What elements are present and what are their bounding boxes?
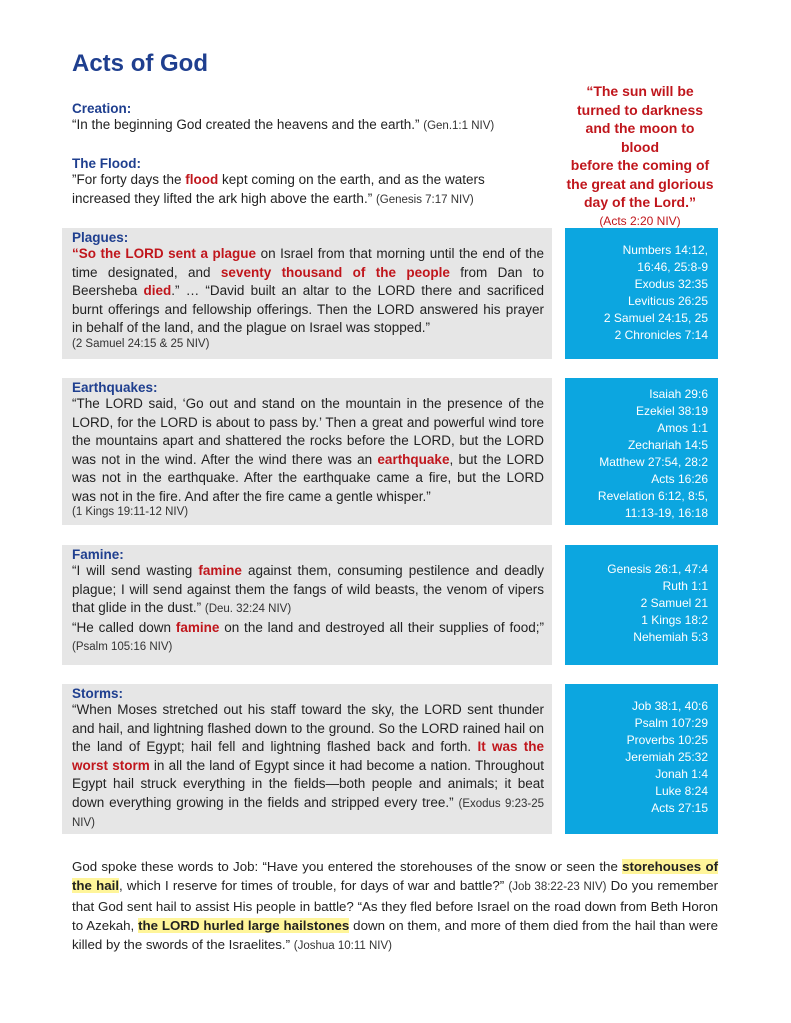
ref-line: Luke 8:24 (655, 784, 708, 798)
ref-line: Acts 16:26 (651, 472, 708, 486)
flood-text-post: kept coming on the earth, and as the waters increased they lifted the ark high above the earth.” (72, 172, 485, 206)
ref-line: Jeremiah 25:32 (625, 750, 708, 764)
ref-line: 1 Kings 18:2 (641, 613, 708, 627)
page-title: Acts of God (72, 50, 208, 77)
side-quote-line: before the coming of (570, 157, 710, 173)
ref-line: Job 38:1, 40:6 (631, 699, 708, 713)
closing-text-2: , which I reserve for times of trouble, for days of war and battle?” (119, 878, 505, 893)
ref-line: Isaiah 29:6 (649, 387, 708, 401)
famine-refs (565, 545, 718, 665)
famine-cite-1: (Deu. 32:24 NIV) (204, 603, 292, 615)
storms-cite: (Exodus 9:23-25 NIV) (72, 797, 544, 829)
storms-heading: Storms: (72, 686, 124, 701)
plagues-red-2: seventy thousand of the people (220, 264, 450, 280)
ref-line: Ezekiel 38:19 (635, 404, 708, 418)
famine-text-2-block (72, 619, 544, 657)
plagues-cite: (2 Samuel 24:15 & 25 NIV) (72, 337, 210, 350)
plagues-text-3: .” … “David built an altar to the LORD there and sacrificed burnt offerings and fellowship offerings. Then the LORD answered his prayer in behalf of the land, and the plague on Israel was stopped.” (72, 283, 544, 335)
side-quote-line: day of the Lord.” (584, 194, 696, 210)
plagues-text (72, 245, 544, 338)
storms-box (62, 684, 552, 834)
side-quote (566, 82, 714, 230)
earthquakes-box (62, 378, 552, 525)
ref-line: Matthew 27:54, 28:2 (599, 455, 708, 469)
famine-text-1-block (72, 562, 544, 619)
storms-text-2: in all the land of Egypt since it had become a nation. Throughout Egypt hail struck everything in the fields—both people and animals; it beat down everything growing in the fields and stripped every tree.” (72, 757, 545, 810)
ref-line: Nehemiah 5:3 (633, 630, 708, 644)
flood-cite: (Genesis 7:17 NIV) (375, 193, 474, 206)
plagues-refs (565, 228, 718, 359)
side-quote-ref: (Acts 2:20 NIV) (599, 213, 681, 228)
side-quote-line: turned to darkness (576, 101, 704, 118)
storms-content (62, 684, 552, 833)
closing-paragraph (72, 857, 718, 956)
ref-line: Exodus 32:35 (634, 277, 708, 291)
earthquakes-refs (565, 378, 718, 525)
storms-refs (565, 684, 718, 834)
ref-line: Amos 1:1 (657, 421, 708, 435)
plagues-heading: Plagues: (72, 230, 129, 245)
flood-section (72, 156, 527, 209)
creation-cite: (Gen.1:1 NIV) (423, 120, 495, 132)
storms-red-1: It was the worst storm (72, 739, 544, 773)
ref-line: Zechariah 14:5 (627, 438, 708, 452)
creation-quote: “In the beginning God created the heavens and the earth.” (72, 117, 420, 132)
plagues-box (62, 228, 552, 359)
closing-cite-1: (Job 38:22-23 NIV) (508, 881, 607, 893)
flood-text (72, 171, 527, 209)
earthquakes-text (72, 395, 544, 506)
earthquakes-heading: Earthquakes: (72, 380, 158, 395)
ref-line: 11:13-19, 16:18 (624, 506, 708, 520)
flood-text-pre: ”For forty days the (72, 172, 186, 187)
ref-line: Revelation 6:12, 8:5, (597, 489, 708, 503)
closing-text-4: down on them, and more of them died from the hail than were killed by the swords of the Israelites.” (72, 918, 718, 952)
ref-line: 16:46, 25:8-9 (637, 260, 708, 274)
plagues-content (62, 228, 552, 350)
earthquakes-text-1: “The LORD said, ‘Go out and stand on the mountain in the presence of the LORD, for the LORD is about to pass by.’ Then a great and powerful wind tore the mountains apart and shattered the rocks before the LORD, but the LORD was not in the wind. After the wind there was an (72, 396, 544, 467)
creation-section (72, 101, 552, 136)
closing-text-1: God spoke these words to Job: “Have you entered the storehouses of the snow or seen the (72, 859, 623, 874)
earthquakes-red-1: earthquake (377, 451, 450, 467)
famine-box (62, 545, 552, 665)
storms-text-1: “When Moses stretched out his staff toward the sky, the LORD sent thunder and hail, and lightning flashed down to the ground. So the LORD rained hail on the land of Egypt; hail fell and lightning flashed back and forth. (72, 702, 544, 754)
plagues-red-3: died (143, 283, 172, 298)
ref-line: Genesis 26:1, 47:4 (607, 562, 708, 576)
famine-text-1: “I will send wasting (72, 563, 199, 578)
famine-red-2: famine (175, 619, 220, 635)
ref-line: 2 Samuel 24:15, 25 (603, 311, 708, 325)
famine-red-1: famine (198, 563, 242, 578)
side-quote-line: “The sun will be (586, 83, 694, 99)
famine-content (62, 545, 552, 657)
famine-text-3: “He called down (72, 619, 176, 635)
closing-cite-2: (Joshua 10:11 NIV) (293, 940, 392, 952)
ref-line: 2 Samuel 21 (640, 596, 708, 610)
ref-line: Jonah 1:4 (655, 767, 708, 781)
creation-text (72, 116, 552, 136)
closing-highlight-2: the LORD hurled large hailstones (138, 918, 350, 933)
flood-keyword: flood (185, 172, 219, 187)
ref-line: Ruth 1:1 (662, 579, 708, 593)
famine-text-2: against them, consuming pestilence and deadly plague; I will send against them the fangs of wild beasts, the venom of vipers that glide in the dust.” (72, 563, 545, 615)
earthquakes-text-2: , but the LORD was not in the earthquake. After the earthquake came a fire, but the LORD was not in the fire. And after the fire came a gentle whisper.” (72, 451, 544, 504)
ref-line: Psalm 107:29 (634, 716, 708, 730)
famine-cite-2: (Psalm 105:16 NIV) (72, 641, 173, 653)
ref-line: Acts 27:15 (651, 801, 708, 815)
earthquakes-cite: (1 Kings 19:11-12 NIV) (72, 506, 189, 518)
plagues-text-1: on Israel from that morning until the end of the time designated, and (72, 246, 544, 280)
side-quote-line: and the moon to blood (585, 120, 695, 155)
creation-heading: Creation: (72, 101, 132, 116)
ref-line: Numbers 14:12, (622, 243, 708, 257)
storms-text (72, 701, 544, 833)
famine-heading: Famine: (72, 547, 124, 562)
famine-text-4: on the land and destroyed all their supplies of food;” (219, 619, 544, 635)
closing-highlight-1: storehouses of the hail (72, 859, 718, 893)
closing-text-3: Do you remember that God sent hail to assist His people in battle? “As they fled before Israel on the road down from Beth Horon to Azekah, (72, 878, 718, 933)
flood-heading: The Flood: (72, 156, 141, 171)
side-quote-line: the great and glorious (566, 175, 714, 192)
earthquakes-content (62, 378, 552, 518)
plagues-text-2: from Dan to Beersheba (72, 264, 544, 298)
ref-line: 2 Chronicles 7:14 (614, 328, 708, 342)
ref-line: Proverbs 10:25 (626, 733, 708, 747)
ref-line: Leviticus 26:25 (627, 294, 708, 308)
plagues-red-1: “So the LORD sent a plague (72, 246, 257, 261)
